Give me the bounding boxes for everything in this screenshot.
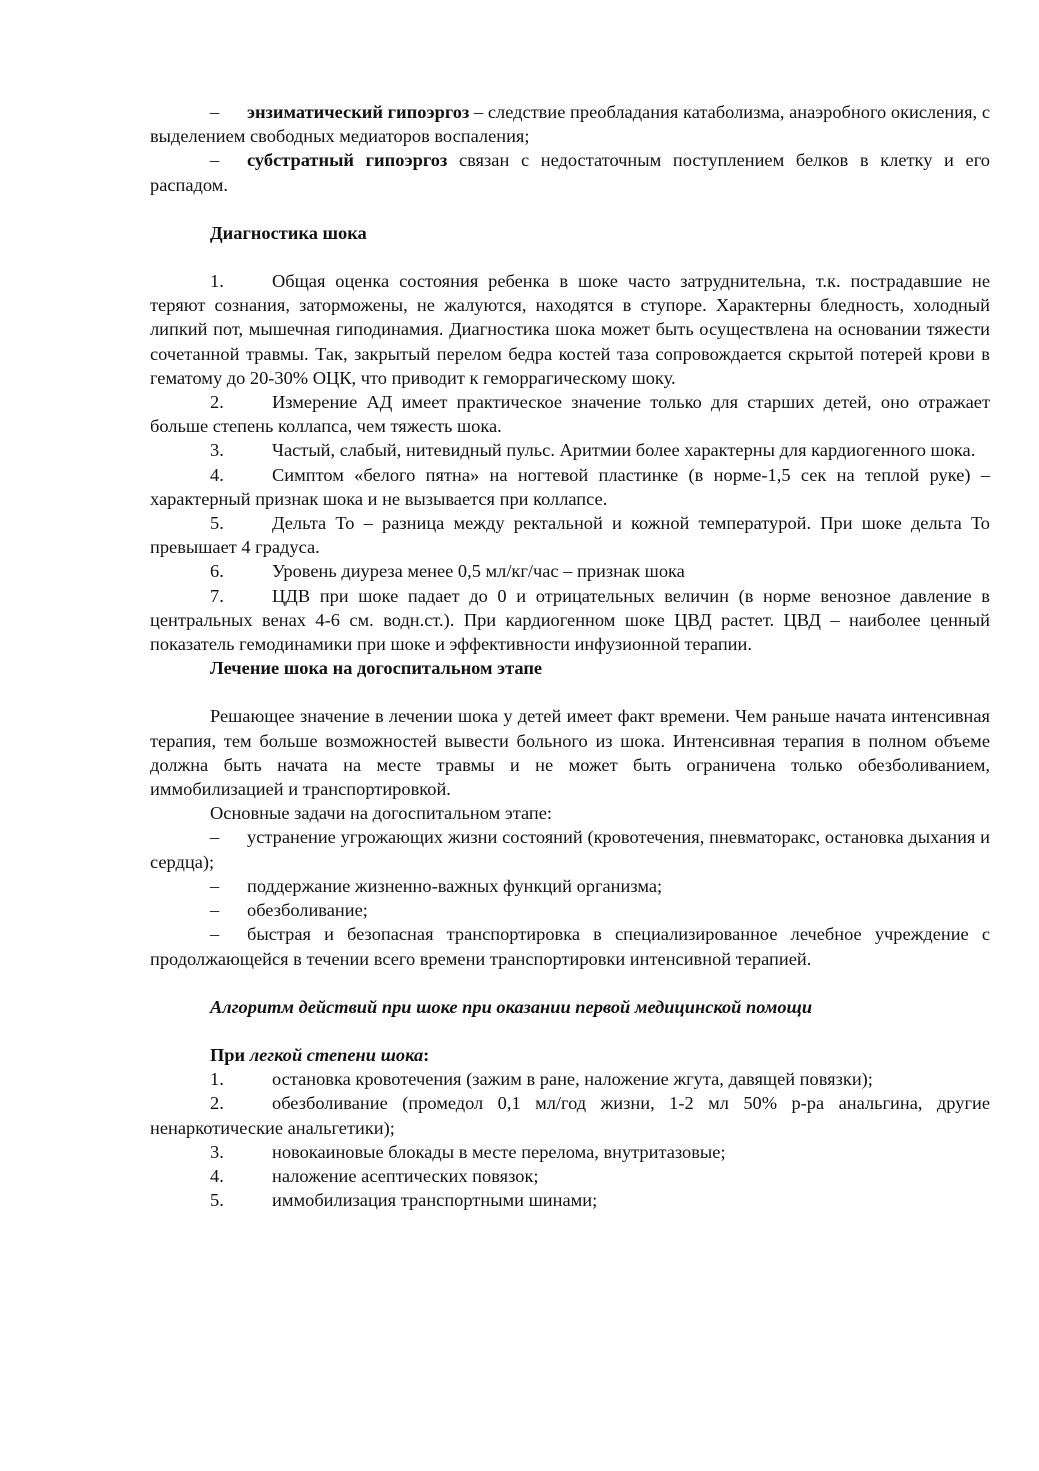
algorithm-step (150, 1140, 990, 1164)
task-text: обезболивание; (247, 900, 368, 921)
diagnostics-item (150, 584, 990, 657)
item-text: Дельта То – разница между ректальной и кожной температурой. При шоке дельта То превышает 4 градуса. (150, 513, 990, 558)
treatment-paragraph: Решающее значение в лечении шока у детей имеет факт времени. Чем раньше начата интенсивная терапия, тем больше возможностей вывести больного из шока. Интенсивная терапия в полном объеме должна быть начата на месте травмы и не может быть ограничена только обезболиванием, иммобилизацией и транспортировкой. (150, 706, 990, 800)
item-number: 4. (210, 464, 224, 485)
step-text: новокаиновые блокады в месте перелома, внутритазовые; (272, 1141, 726, 1162)
diagnostics-item (150, 511, 990, 559)
task-item (150, 825, 990, 873)
algorithm-step (150, 1164, 990, 1188)
step-number: 1. (210, 1069, 224, 1090)
step-text: остановка кровотечения (зажим в ране, наложение жгута, давящей повязки); (272, 1069, 873, 1090)
substrate-term: субстратный гипоэргоз (247, 150, 448, 171)
enzymatic-paragraph (150, 100, 990, 148)
item-text: Частый, слабый, нитевидный пульс. Аритмии более характерны для кардиогенного шока. (272, 440, 976, 461)
mild-suffix: : (423, 1044, 430, 1065)
diagnostics-item (150, 269, 990, 390)
algorithm-step (150, 1091, 990, 1139)
treatment-heading: Лечение шока на догоспитальном этапе (210, 658, 543, 679)
step-text: обезболивание (промедол 0,1 мл/год жизни, 1-2 мл 50% р-ра анальгина, другие ненаркотические анальгетики); (150, 1093, 990, 1138)
tasks-intro: Основные задачи на догоспитальном этапе: (210, 803, 553, 824)
item-text: Общая оценка состояния ребенка в шоке часто затруднительна, т.к. пострадавшие не теряют сознания, заторможены, не жалуются, находятся в ступоре. Характерны бледность, холодный липкий пот, мышечная гиподинамия. Диагностика шока может быть осуществлена на основании тяжести сочетанной травмы. Так, закрытый перелом бедра костей таза сопровождается скрытой потерей крови в гематому до 20-30% ОЦК, что приводит к геморрагическому шоку. (150, 271, 990, 388)
task-text: быстрая и безопасная транспортировка в специализированное лечебное учреждение с продолжающейся в течении всего времени транспортировки интенсивной терапией. (150, 924, 990, 969)
diagnostics-heading: Диагностика шока (210, 222, 367, 243)
item-number: 7. (210, 585, 224, 606)
diagnostics-item (150, 390, 990, 438)
step-text: иммобилизация транспортными шинами; (272, 1190, 598, 1211)
diagnostics-item (150, 438, 990, 462)
item-number: 2. (210, 392, 224, 413)
step-number: 4. (210, 1165, 224, 1186)
task-text: устранение угрожающих жизни состояний (кровотечения, пневматоракс, остановка дыхания и сердца); (150, 827, 990, 872)
item-text: Измерение АД имеет практическое значение только для старших детей, оно отражает больше степень коллапса, чем тяжесть шока. (150, 392, 990, 437)
item-number: 1. (210, 271, 224, 292)
step-number: 5. (210, 1190, 224, 1211)
item-text: Симптом «белого пятна» на ногтевой пластинке (в норме-1,5 сек на теплой руке) – характерный признак шока и не вызывается при коллапсе. (150, 464, 990, 509)
item-number: 3. (210, 440, 224, 461)
algorithm-step (150, 1067, 990, 1091)
item-text: Уровень диуреза менее 0,5 мл/кг/час – признак шока (272, 561, 685, 582)
task-text: поддержание жизненно-важных функций организма; (247, 875, 663, 896)
item-number: 6. (210, 561, 224, 582)
diagnostics-item (150, 463, 990, 511)
step-number: 3. (210, 1141, 224, 1162)
task-item (150, 922, 990, 970)
item-text: ЦДВ при шоке падает до 0 и отрицательных величин (в норме венозное давление в центральных венах 4-6 см. водн.ст.). При кардиогенном шоке ЦВД растет. ЦВД – наиболее ценный показатель гемодинамики при шоке и эффективности инфузионной терапии. (150, 585, 990, 655)
diagnostics-item (150, 559, 990, 583)
mild-prefix: При (210, 1044, 250, 1065)
substrate-text: связан с недостаточным поступлением белков в клетку и его распадом. (150, 150, 990, 195)
mild-shock-heading (210, 1043, 990, 1067)
mild-italic: легкой степени шока (249, 1044, 424, 1065)
enzymatic-term: энзиматический гипоэргоз (247, 102, 470, 122)
step-number: 2. (210, 1093, 224, 1114)
item-number: 5. (210, 513, 224, 534)
list-dash: – (210, 827, 220, 848)
task-item (150, 898, 990, 922)
substrate-paragraph (150, 148, 990, 196)
task-item (150, 874, 990, 898)
list-dash: – (210, 150, 220, 171)
list-dash: – (210, 924, 220, 945)
enzymatic-text: – следствие преобладания катаболизма, анаэробного окисления, с выделением свободных медиаторов воспаления; (150, 102, 990, 147)
algorithm-heading: Алгоритм действий при шоке при оказании первой медицинской помощи (210, 996, 813, 1017)
list-dash: – (210, 102, 220, 122)
step-text: наложение асептических повязок; (272, 1165, 539, 1186)
algorithm-step (150, 1188, 990, 1212)
list-dash: – (210, 875, 220, 896)
document-page (150, 100, 990, 1212)
list-dash: – (210, 900, 220, 921)
